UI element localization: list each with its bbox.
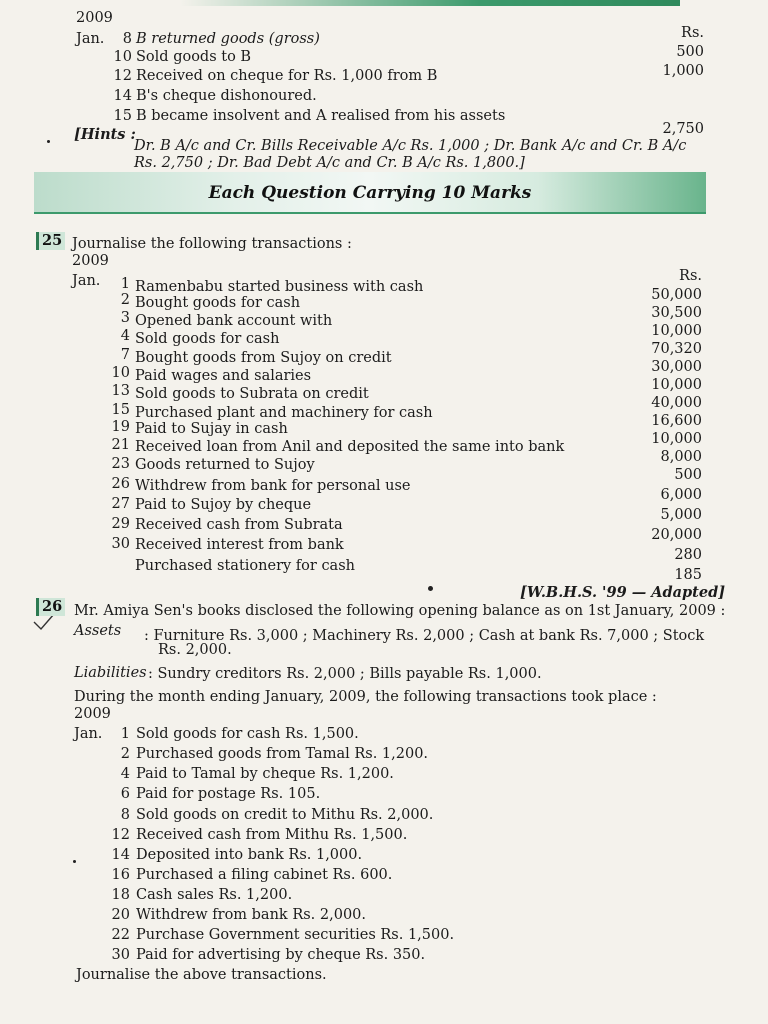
top-desc: B became insolvent and A realised from his assets bbox=[136, 108, 506, 124]
q25-day: 15 bbox=[111, 402, 130, 418]
top-desc: B returned goods (gross) bbox=[136, 31, 320, 47]
q25-desc: Paid to Sujay in cash bbox=[135, 421, 288, 437]
q25-amount: 20,000 bbox=[651, 527, 702, 543]
question-intro: Mr. Amiya Sen's books disclosed the following opening balance as on 1st January, 2009 : bbox=[74, 603, 726, 619]
month-label: Jan. bbox=[76, 31, 105, 47]
year-label: 2009 bbox=[72, 253, 109, 269]
q25-amount: 30,500 bbox=[651, 305, 702, 321]
stray-mark bbox=[73, 860, 76, 863]
q25-desc: Withdrew from bank for personal use bbox=[135, 478, 411, 494]
q25-day: 2 bbox=[120, 292, 130, 308]
q26-desc: Purchase Government securities Rs. 1,500. bbox=[136, 927, 455, 943]
top-green-rule bbox=[180, 0, 680, 6]
q26-desc: Sold goods on credit to Mithu Rs. 2,000. bbox=[136, 807, 434, 823]
q25-desc: Purchased plant and machinery for cash bbox=[135, 405, 433, 421]
q25-amount: 185 bbox=[674, 567, 702, 583]
q26-desc: Purchased goods from Tamal Rs. 1,200. bbox=[136, 746, 429, 762]
q25-amount: 30,000 bbox=[651, 359, 702, 375]
top-desc: B's cheque dishonoured. bbox=[136, 88, 317, 104]
q26-day: 14 bbox=[111, 847, 130, 863]
q26-desc: Paid for advertising by cheque Rs. 350. bbox=[136, 947, 426, 963]
hint-line: Rs. 2,750 ; Dr. Bad Debt A/c and Cr. B A/c Rs. 1,800.] bbox=[134, 155, 525, 171]
top-day: 8 bbox=[122, 31, 132, 47]
top-desc: Sold goods to B bbox=[136, 49, 252, 65]
q25-desc: Bought goods for cash bbox=[135, 295, 301, 311]
q26-desc: Paid to Tamal by cheque Rs. 1,200. bbox=[136, 766, 394, 782]
assets-text: Rs. 2,000. bbox=[158, 642, 232, 658]
q26-day: 4 bbox=[120, 766, 130, 782]
top-day: 10 bbox=[113, 49, 132, 65]
banner-title: Each Question Carrying 10 Marks bbox=[208, 183, 532, 203]
q25-day: 4 bbox=[120, 328, 130, 344]
q25-amount: 500 bbox=[674, 467, 702, 483]
q25-day: 13 bbox=[111, 383, 130, 399]
q26-day: 8 bbox=[120, 807, 130, 823]
q25-day: 21 bbox=[111, 437, 130, 453]
top-amount: 1,000 bbox=[662, 63, 704, 79]
assets-text: : Furniture Rs. 3,000 ; Machinery Rs. 2,000 ; Cash at bank Rs. 7,000 ; Stock bbox=[144, 628, 705, 644]
q25-desc: Sold goods for cash bbox=[135, 331, 280, 347]
q25-day: 23 bbox=[111, 456, 130, 472]
question-number: 26 bbox=[36, 598, 65, 616]
stray-mark bbox=[428, 586, 433, 591]
liabilities-text: : Sundry creditors Rs. 2,000 ; Bills payable Rs. 1,000. bbox=[148, 666, 542, 682]
q26-day: 12 bbox=[111, 827, 130, 843]
q26-desc: Cash sales Rs. 1,200. bbox=[136, 887, 293, 903]
q25-amount: Rs. bbox=[679, 268, 702, 284]
q26-desc: Purchased a filing cabinet Rs. 600. bbox=[136, 867, 393, 883]
hint-label: [Hints : bbox=[74, 126, 136, 143]
top-day: 15 bbox=[113, 108, 132, 124]
q25-amount: 16,600 bbox=[651, 413, 702, 429]
q25-desc: Received cash from Subrata bbox=[135, 517, 343, 533]
q25-day: 30 bbox=[111, 536, 130, 552]
q26-day: 20 bbox=[111, 907, 130, 923]
q26-desc: Deposited into bank Rs. 1,000. bbox=[136, 847, 363, 863]
month-label: Jan. bbox=[74, 726, 103, 742]
q25-amount: 8,000 bbox=[660, 449, 702, 465]
question-source: [W.B.H.S. '99 — Adapted] bbox=[520, 584, 726, 601]
question-intro: Journalise the following transactions : bbox=[72, 236, 352, 252]
top-day: 14 bbox=[113, 88, 132, 104]
q26-day: 30 bbox=[111, 947, 130, 963]
top-day: 12 bbox=[113, 68, 132, 84]
q25-desc: Purchased stationery for cash bbox=[135, 558, 355, 574]
q26-desc: Withdrew from bank Rs. 2,000. bbox=[136, 907, 367, 923]
q25-day: 19 bbox=[111, 419, 130, 435]
q25-desc: Opened bank account with bbox=[135, 313, 333, 329]
q25-desc: Bought goods from Sujoy on credit bbox=[135, 350, 392, 366]
q25-day: 10 bbox=[111, 365, 130, 381]
q26-day: 2 bbox=[120, 746, 130, 762]
q25-day: 1 bbox=[120, 276, 130, 292]
q25-amount: 6,000 bbox=[660, 487, 702, 503]
q25-desc: Received loan from Anil and deposited the same into bank bbox=[135, 439, 565, 455]
q25-amount: 10,000 bbox=[651, 377, 702, 393]
q25-amount: 50,000 bbox=[651, 287, 702, 303]
during-text: During the month ending January, 2009, the following transactions took place : bbox=[74, 689, 657, 705]
q25-day: 29 bbox=[111, 516, 130, 532]
question-number: 25 bbox=[36, 232, 65, 250]
closing-instruction: Journalise the above transactions. bbox=[76, 967, 327, 983]
q25-desc: Received interest from bank bbox=[135, 537, 344, 553]
q25-day: 26 bbox=[111, 476, 130, 492]
top-desc: Received on cheque for Rs. 1,000 from B bbox=[136, 68, 438, 84]
q25-day: 3 bbox=[120, 310, 130, 326]
q26-day: 18 bbox=[111, 887, 130, 903]
q26-day: 16 bbox=[111, 867, 130, 883]
q26-day: 22 bbox=[111, 927, 130, 943]
year-label: 2009 bbox=[76, 10, 113, 26]
stray-mark bbox=[47, 140, 50, 143]
q25-day: 7 bbox=[120, 347, 130, 363]
top-amount: 2,750 bbox=[662, 121, 704, 137]
q26-desc: Received cash from Mithu Rs. 1,500. bbox=[136, 827, 408, 843]
q26-desc: Sold goods for cash Rs. 1,500. bbox=[136, 726, 359, 742]
q26-day: 1 bbox=[120, 726, 130, 742]
year-label: 2009 bbox=[74, 706, 111, 722]
liabilities-label: Liabilities bbox=[74, 665, 147, 681]
q26-day: 6 bbox=[120, 786, 130, 802]
q25-desc: Sold goods to Subrata on credit bbox=[135, 386, 369, 402]
assets-label: Assets bbox=[74, 623, 122, 639]
q25-desc: Paid wages and salaries bbox=[135, 368, 312, 384]
q25-amount: 10,000 bbox=[651, 431, 702, 447]
q26-desc: Paid for postage Rs. 105. bbox=[136, 786, 321, 802]
q25-desc: Paid to Sujoy by cheque bbox=[135, 497, 312, 513]
q25-day: 27 bbox=[111, 496, 130, 512]
q25-amount: 5,000 bbox=[660, 507, 702, 523]
q25-amount: 10,000 bbox=[651, 323, 702, 339]
month-label: Jan. bbox=[72, 273, 101, 289]
q25-amount: 40,000 bbox=[651, 395, 702, 411]
section-banner bbox=[34, 172, 706, 214]
top-amount: Rs. bbox=[681, 25, 704, 41]
q25-desc: Goods returned to Sujoy bbox=[135, 457, 315, 473]
q25-amount: 70,320 bbox=[651, 341, 702, 357]
hint-line: Dr. B A/c and Cr. Bills Receivable A/c Rs. 1,000 ; Dr. Bank A/c and Cr. B A/c bbox=[134, 138, 687, 154]
q25-amount: 280 bbox=[674, 547, 702, 563]
top-amount: 500 bbox=[676, 44, 704, 60]
q25-desc: Ramenbabu started business with cash bbox=[135, 279, 424, 295]
